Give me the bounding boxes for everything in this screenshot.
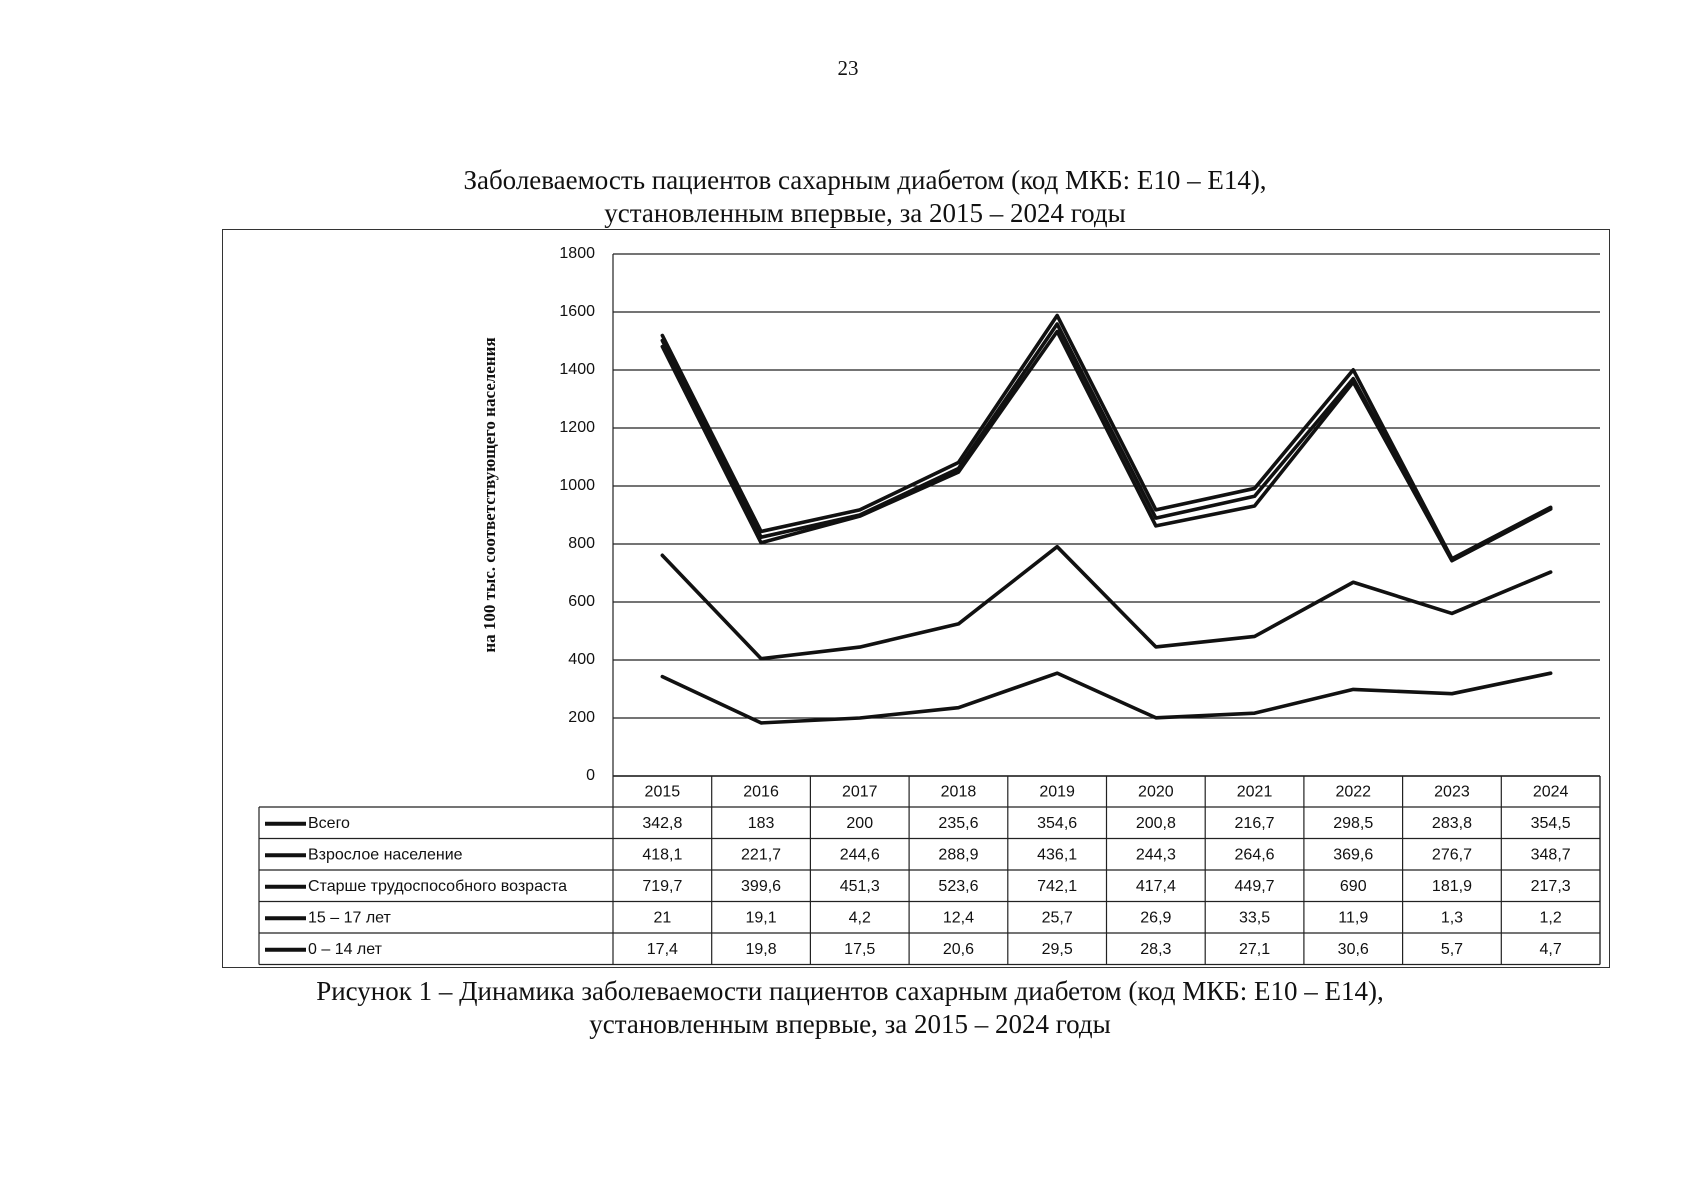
x-tick-label: 2017: [841, 783, 878, 801]
y-tick-label: 0: [586, 767, 595, 785]
series-line-adult: [662, 547, 1550, 659]
y-tick-label: 400: [568, 651, 595, 669]
data-table-cell: 264,6: [1234, 846, 1275, 864]
data-table-cell: 217,3: [1530, 877, 1571, 895]
caption-line-2: установленным впервые, за 2015 – 2024 годы: [589, 1009, 1111, 1039]
data-table-cell: 399,6: [741, 877, 782, 895]
data-table-cell: 19,8: [745, 940, 777, 958]
figure-caption: [250, 975, 1450, 1041]
data-table-cell: 200: [846, 814, 874, 832]
data-table-cell: 244,3: [1135, 846, 1176, 864]
legend-entry-label: Всего: [308, 814, 350, 832]
legend-entry-label: Взрослое население: [308, 846, 463, 864]
x-tick-label: 2016: [743, 783, 779, 801]
legend-entry-label: Старше трудоспособного возраста: [308, 877, 568, 895]
y-tick-label: 600: [568, 593, 595, 611]
data-table-cell: 5,7: [1440, 940, 1464, 958]
data-table-cell: 19,1: [745, 909, 777, 927]
data-table-cell: 418,1: [642, 846, 683, 864]
x-tick-label: 2023: [1434, 783, 1470, 801]
data-table-cell: 244,6: [839, 846, 880, 864]
data-table-cell: 369,6: [1333, 846, 1374, 864]
data-table-cell: 283,8: [1431, 814, 1472, 832]
data-table-cell: 235,6: [938, 814, 979, 832]
data-table-cell: 276,7: [1431, 846, 1472, 864]
data-table-cell: 298,5: [1333, 814, 1374, 832]
y-tick-label: 800: [568, 535, 595, 553]
x-tick-label: 2015: [644, 783, 681, 801]
data-table-cell: 523,6: [938, 877, 979, 895]
data-table-cell: 1,2: [1539, 909, 1562, 927]
data-table-cell: 436,1: [1037, 846, 1078, 864]
data-table-cell: 11,9: [1338, 909, 1369, 927]
page-number: 23: [837, 56, 859, 80]
legend-entry-label: 0 – 14 лет: [308, 940, 382, 958]
data-table-cell: 12,4: [942, 909, 975, 927]
data-table-cell: 28,3: [1140, 940, 1172, 958]
data-table-cell: 1,3: [1440, 909, 1464, 927]
x-tick-label: 2022: [1335, 783, 1372, 801]
data-table-cell: 200,8: [1135, 814, 1176, 832]
data-table-cell: 27,1: [1238, 940, 1271, 958]
data-table-cell: 21: [653, 909, 672, 927]
x-tick-label: 2018: [940, 783, 977, 801]
data-table-cell: 20,6: [942, 940, 975, 958]
x-tick-label: 2020: [1138, 783, 1174, 801]
caption-line-1: Рисунок 1 – Динамика заболеваемости пациентов сахарным диабетом (код МКБ: Е10 – Е14),: [316, 976, 1384, 1006]
data-table-cell: 719,7: [642, 877, 683, 895]
data-table-cell: 29,5: [1041, 940, 1073, 958]
data-table-cell: 17,5: [844, 940, 876, 958]
data-table-cell: 354,6: [1037, 814, 1078, 832]
y-tick-label: 200: [568, 709, 595, 727]
y-tick-label: 1200: [559, 419, 595, 437]
data-table-cell: 354,5: [1530, 814, 1571, 832]
y-tick-label: 1400: [559, 361, 595, 379]
data-table-cell: 26,9: [1140, 909, 1172, 927]
x-tick-label: 2019: [1039, 783, 1075, 801]
x-tick-label: 2021: [1236, 783, 1273, 801]
data-table-cell: 288,9: [938, 846, 979, 864]
data-table-cell: 221,7: [741, 846, 782, 864]
legend-entry-label: 15 – 17 лет: [308, 909, 391, 927]
data-table-cell: 4,7: [1539, 940, 1562, 958]
series-line-total: [662, 673, 1550, 723]
data-table-cell: 25,7: [1041, 909, 1073, 927]
data-table-cell: 451,3: [839, 877, 880, 895]
data-table-cell: 181,9: [1431, 877, 1472, 895]
data-table-cell: 690: [1339, 877, 1367, 895]
data-table-cell: 17,4: [646, 940, 678, 958]
y-axis-title: на 100 тыс. соответствующего населения: [479, 337, 499, 653]
y-tick-label: 1800: [559, 245, 595, 263]
y-tick-label: 1600: [559, 303, 595, 321]
chart-subtitle: установленным впервые, за 2015 – 2024 годы: [604, 198, 1126, 228]
data-table-cell: 33,5: [1238, 909, 1271, 927]
chart-title: Заболеваемость пациентов сахарным диабетом (код МКБ: Е10 – Е14),: [463, 165, 1267, 195]
data-table-cell: 348,7: [1530, 846, 1571, 864]
data-table-cell: 342,8: [642, 814, 683, 832]
data-table-cell: 183: [747, 814, 775, 832]
data-table-cell: 216,7: [1234, 814, 1275, 832]
data-table-cell: 449,7: [1234, 877, 1275, 895]
series-line-0-14: [662, 315, 1550, 558]
x-tick-label: 2024: [1532, 783, 1569, 801]
series-line-elderly: [662, 331, 1550, 560]
data-table-cell: 742,1: [1037, 877, 1078, 895]
data-table-cell: 30,6: [1337, 940, 1369, 958]
data-table-cell: 4,2: [848, 909, 871, 927]
data-table-cell: 417,4: [1135, 877, 1176, 895]
y-tick-label: 1000: [559, 477, 595, 495]
